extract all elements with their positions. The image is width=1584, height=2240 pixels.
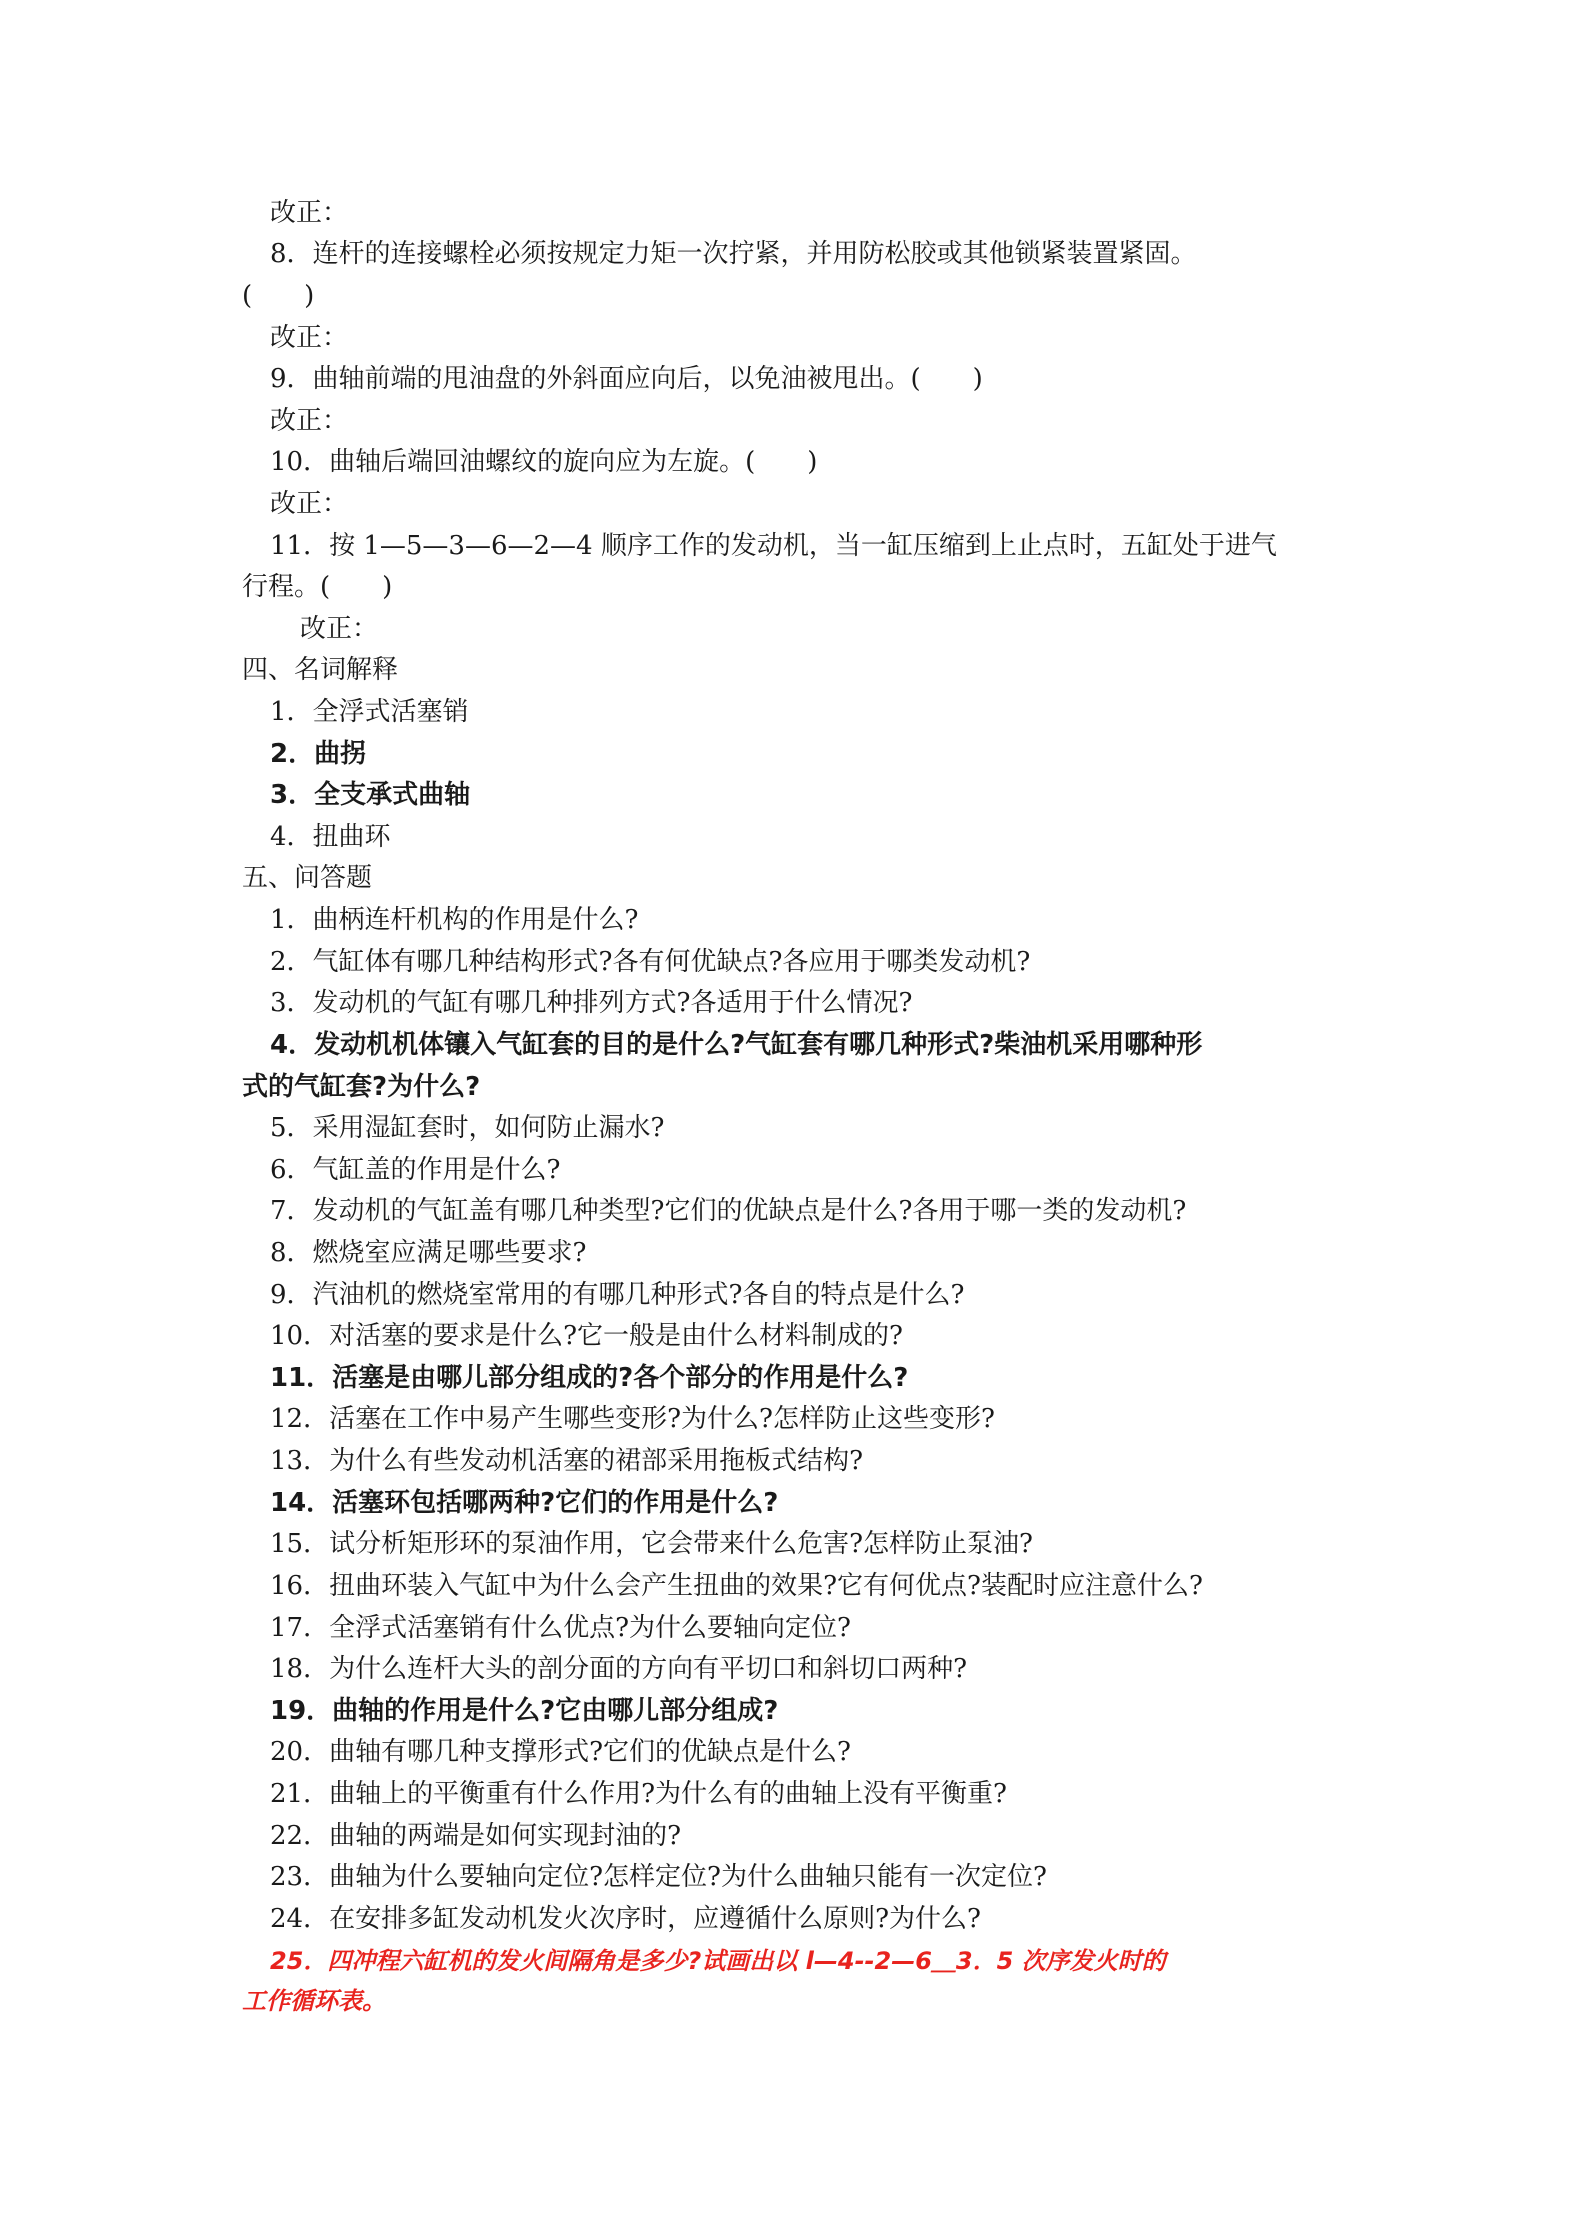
text-line: 22．曲轴的两端是如何实现封油的? [270, 1821, 682, 1851]
text-line: 四、名词解释 [242, 655, 399, 685]
text-line: 1．曲柄连杆机构的作用是什么? [270, 905, 639, 935]
text-line: 2．气缸体有哪几种结构形式?各有何优缺点?各应用于哪类发动机? [270, 947, 1031, 977]
text-line: 3．发动机的气缸有哪几种排列方式?各适用于什么情况? [270, 988, 913, 1018]
text-line: 24．在安排多缸发动机发火次序时，应遵循什么原则?为什么? [270, 1904, 981, 1934]
text-line: 8．燃烧室应满足哪些要求? [270, 1238, 587, 1268]
text-line: 14．活塞环包括哪两种?它们的作用是什么? [270, 1488, 779, 1518]
text-line: 3．全支承式曲轴 [270, 780, 471, 810]
text-line: 五、问答题 [242, 863, 373, 893]
text-line: 19．曲轴的作用是什么?它由哪儿部分组成? [270, 1696, 779, 1726]
text-line: 改正： [270, 489, 349, 519]
text-line: 25．四冲程六缸机的发火间隔角是多少?试画出以 l—4--2—6＿3．5 次序发火时的 [270, 1947, 1166, 1975]
text-line: 1．全浮式活塞销 [270, 697, 469, 727]
text-line: 11．按 1—5—3—6—2—4 顺序工作的发动机，当一缸压缩到上止点时，五缸处于进气 [270, 531, 1277, 561]
text-line: 改正： [270, 406, 349, 436]
text-line: 4．发动机机体镶入气缸套的目的是什么?气缸套有哪几种形式?柴油机采用哪种形 [270, 1030, 1203, 1060]
text-line: 工作循环表。 [242, 1987, 386, 2015]
text-line: 16．扭曲环装入气缸中为什么会产生扭曲的效果?它有何优点?装配时应注意什么? [270, 1571, 1203, 1601]
text-line: 8．连杆的连接螺栓必须按规定力矩一次拧紧，并用防松胶或其他锁紧装置紧固。 [270, 239, 1197, 269]
text-line: 5．采用湿缸套时，如何防止漏水? [270, 1113, 665, 1143]
text-line: 改正： [270, 323, 349, 353]
text-line: 10．曲轴后端回油螺纹的旋向应为左旋。( ) [270, 447, 818, 477]
text-line: 改正： [270, 198, 349, 228]
text-line: 11．活塞是由哪儿部分组成的?各个部分的作用是什么? [270, 1363, 909, 1393]
text-line: 行程。( ) [242, 572, 393, 602]
text-line: 4．扭曲环 [270, 822, 391, 852]
text-line: 17．全浮式活塞销有什么优点?为什么要轴向定位? [270, 1613, 851, 1643]
text-line: 2．曲拐 [270, 739, 367, 769]
text-line: ( ) [242, 281, 315, 311]
text-line: 15．试分析矩形环的泵油作用，它会带来什么危害?怎样防止泵油? [270, 1529, 1033, 1559]
text-line: 6．气缸盖的作用是什么? [270, 1155, 561, 1185]
text-line: 18．为什么连杆大头的剖分面的方向有平切口和斜切口两种? [270, 1654, 968, 1684]
text-line: 改正： [300, 614, 379, 644]
text-line: 7．发动机的气缸盖有哪几种类型?它们的优缺点是什么?各用于哪一类的发动机? [270, 1196, 1187, 1226]
text-line: 式的气缸套?为什么? [242, 1072, 481, 1102]
text-line: 10．对活塞的要求是什么?它一般是由什么材料制成的? [270, 1321, 903, 1351]
text-line: 12．活塞在工作中易产生哪些变形?为什么?怎样防止这些变形? [270, 1404, 995, 1434]
text-line: 20．曲轴有哪几种支撑形式?它们的优缺点是什么? [270, 1737, 851, 1767]
text-line: 21．曲轴上的平衡重有什么作用?为什么有的曲轴上没有平衡重? [270, 1779, 1007, 1809]
text-line: 9．汽油机的燃烧室常用的有哪几种形式?各自的特点是什么? [270, 1280, 965, 1310]
text-line: 9．曲轴前端的甩油盘的外斜面应向后，以免油被甩出。( ) [270, 364, 983, 394]
text-line: 13．为什么有些发动机活塞的裙部采用拖板式结构? [270, 1446, 864, 1476]
text-line: 23．曲轴为什么要轴向定位?怎样定位?为什么曲轴只能有一次定位? [270, 1862, 1047, 1892]
